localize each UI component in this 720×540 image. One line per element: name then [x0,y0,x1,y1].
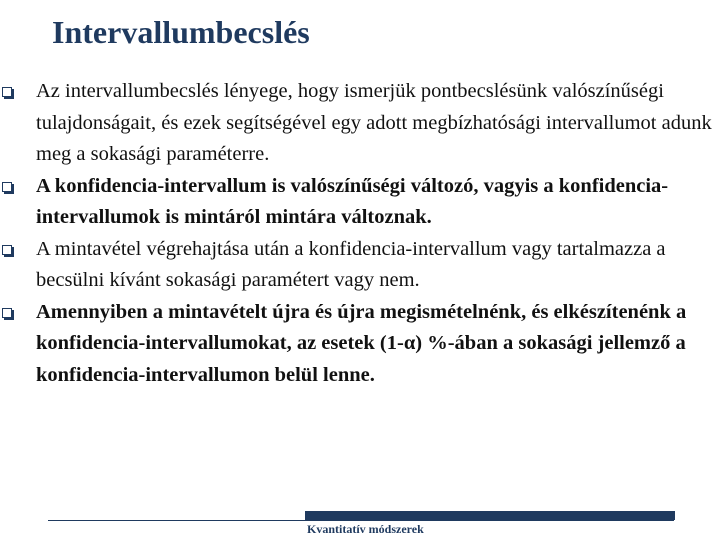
bullet-text-3: A mintavétel végrehajtása után a konfidencia-intervallum vagy tartalmazza a becsülni kívánt sokasági paramétert vagy nem. [36,237,666,291]
bullet-item-2 [0,171,720,234]
bullet-list [0,76,720,391]
square-bullet-icon [2,182,12,192]
footer-bar [305,511,675,520]
square-bullet-icon [2,245,12,255]
square-bullet-icon [2,308,12,318]
footer-text: Kvantitatív módszerek [307,522,424,536]
bullet-item-1 [0,76,720,171]
bullet-text-1: Az intervallumbecslés lényege, hogy ismerjük pontbecslésünk valószínűségi tulajdonságait, és ezek segítségével egy adott megbízhatósági intervallumot adunk meg a sokasági paraméterre. [36,80,712,165]
bullet-item-3 [0,234,720,297]
bullet-item-4 [0,297,720,392]
footer-divider [48,520,674,521]
slide-title: Intervallumbecslés [52,14,310,50]
bullet-text-4: Amennyiben a mintavételt újra és újra megismételnénk, és elkészítenénk a konfidencia-intervallumokat, az esetek (1-α) %-ában a sokasági jellemző a konfidencia-intervallumon belül lenne. [36,300,687,386]
square-bullet-icon [2,87,12,97]
bullet-text-2: A konfidencia-intervallum is valószínűségi változó, vagyis a konfidencia-intervallumok is mintáról mintára változnak. [36,174,669,228]
